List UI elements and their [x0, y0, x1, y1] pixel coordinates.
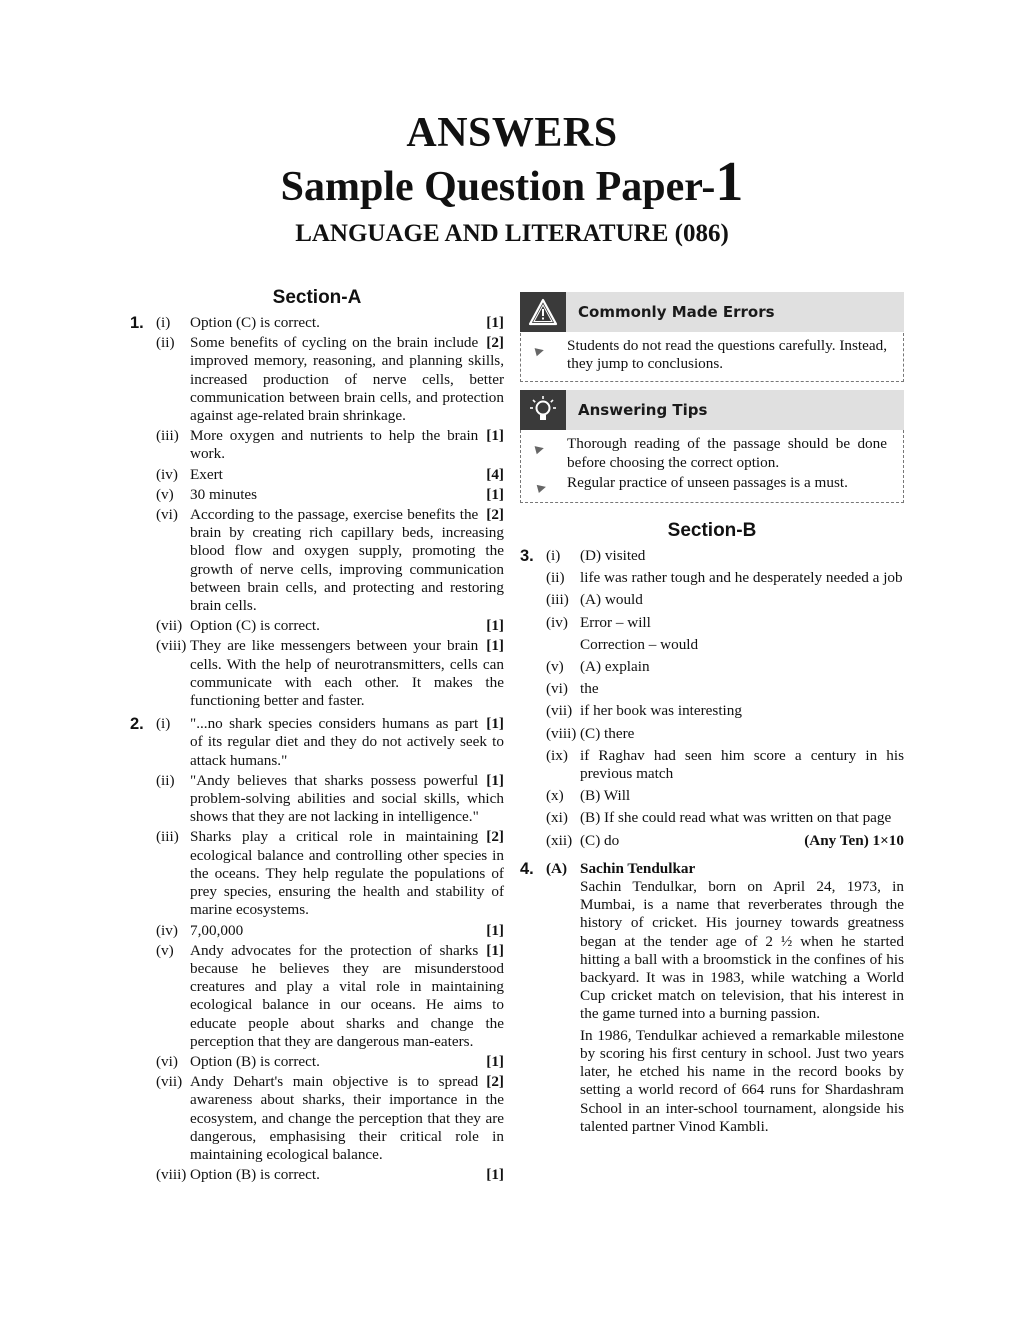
- answer-marks: [1]: [486, 617, 504, 635]
- answer-text-content: 7,00,000: [190, 921, 244, 939]
- answer-number: (viii): [156, 1166, 187, 1184]
- answer-number: (vi): [156, 506, 178, 524]
- answer-marks: [1]: [486, 485, 504, 503]
- answer-marks: [2]: [486, 506, 504, 524]
- essay-title: Sachin Tendulkar: [580, 859, 696, 877]
- answer-number: (ii): [156, 771, 175, 789]
- answer-text: [190, 1053, 504, 1071]
- answer-marks: (Any Ten) 1×10: [804, 831, 904, 849]
- answer-number: (iv): [156, 921, 178, 939]
- answer-marks: [1]: [486, 715, 504, 733]
- answer-item: [546, 658, 904, 676]
- answer-text-content: if Raghav had seen him score a century in his previous match: [580, 746, 904, 783]
- answer-item: [546, 547, 904, 565]
- answer-text: [190, 1166, 504, 1184]
- tip-bullet: [537, 474, 887, 494]
- answer-text: [190, 828, 504, 919]
- arrow-bullet-icon: ▶: [536, 480, 548, 495]
- question-3-answers: [546, 547, 904, 854]
- answer-text: [190, 427, 504, 463]
- lightbulb-icon: [520, 390, 566, 430]
- answer-text: [190, 715, 504, 770]
- answer-text: [190, 334, 504, 425]
- tip-text: Students do not read the questions carefully. Instead, they jump to conclusions.: [567, 337, 887, 373]
- answer-item: [546, 569, 904, 587]
- question-number: 4.: [520, 859, 534, 878]
- answer-marks: [2]: [486, 334, 504, 352]
- answer-number: (v): [156, 941, 174, 959]
- errors-box-title: Commonly Made Errors: [578, 302, 775, 321]
- question-1: [130, 314, 504, 712]
- answer-item: [156, 637, 504, 710]
- question-4: [520, 860, 904, 1141]
- answer-item: [156, 1166, 504, 1184]
- answer-text-content: Error – will: [580, 613, 651, 631]
- errors-box-header: [520, 292, 904, 332]
- question-number: 1.: [130, 314, 144, 332]
- arrow-bullet-icon: ▶: [534, 344, 546, 358]
- answer-text: [190, 506, 504, 615]
- page-header: [0, 108, 1024, 251]
- answer-number: (iv): [546, 613, 568, 631]
- answer-item: [546, 591, 904, 609]
- answer-marks: [1]: [486, 921, 504, 939]
- answer-text-content: According to the passage, exercise benefits the brain by creating rich capillary beds, increasing blood flow and oxygen supply, promoting the growth of nerve cells, improving communication between brain cells, and protecting and restoring brain cells.: [190, 506, 504, 615]
- question-3: [520, 547, 904, 854]
- answer-text: [580, 680, 904, 698]
- paper-number: 1: [715, 151, 744, 213]
- answer-number: (x): [546, 787, 564, 805]
- answer-item: [156, 617, 504, 635]
- answer-text-content: (C) do: [580, 831, 620, 849]
- answer-marks: [1]: [486, 637, 504, 655]
- answer-number: (vii): [156, 617, 183, 635]
- answer-item: [156, 1073, 504, 1164]
- answer-marks: [4]: [486, 465, 504, 483]
- section-a-heading: Section-A: [272, 287, 362, 308]
- answer-number: (ii): [546, 569, 565, 587]
- answer-text: [580, 569, 904, 587]
- warning-triangle-icon: [520, 292, 566, 332]
- answer-text: [580, 547, 904, 565]
- answer-text-content: Andy Dehart's main objective is to spread awareness about sharks, their importance in the ecosystem, and change the perception that they are dangerous, emphasising their critical role in maintaining ecological balance.: [190, 1073, 504, 1163]
- essay-paragraph: In 1986, Tendulkar achieved a remarkable milestone by scoring his first century in school. Just two years later, he etched his name in the record books by setting a world record of 664 runs for Shardashram School in an inter-school tournament, alongside his talented partner Vinod Kambli.: [580, 1026, 904, 1135]
- answer-text-content: (A) would: [580, 591, 643, 609]
- answer-number: (v): [156, 485, 174, 503]
- answer-text: [580, 702, 904, 720]
- answer-text: [190, 942, 504, 1051]
- question-number: 2.: [130, 715, 144, 734]
- answer-text: [580, 860, 904, 1139]
- answer-text-content: (D) visited: [580, 547, 646, 565]
- tip-bullet: [534, 337, 887, 373]
- answer-text-content: (C) there: [580, 724, 635, 742]
- answer-item: [546, 614, 904, 654]
- answer-number: (vi): [156, 1052, 178, 1070]
- answer-item: [546, 680, 904, 698]
- question-1-answers: [156, 314, 504, 712]
- answering-tips-box: [520, 390, 904, 503]
- answer-text-line: Correction – would: [580, 635, 699, 653]
- answer-item: [156, 715, 504, 770]
- tips-box-body: [521, 429, 903, 502]
- answer-item: [546, 702, 904, 720]
- arrow-bullet-icon: ▶: [534, 442, 546, 457]
- answer-text-content: Option (C) is correct.: [190, 314, 320, 331]
- answer-text-content: life was rather tough and he desperately needed a job: [580, 569, 903, 587]
- answer-text-content: Option (B) is correct.: [190, 1166, 320, 1184]
- tip-text: Thorough reading of the passage should be done before choosing the correct option.: [567, 435, 887, 471]
- answer-marks: [2]: [486, 828, 504, 846]
- answer-number: (vi): [546, 680, 568, 698]
- answer-item: [156, 1053, 504, 1071]
- answer-text-content: "...no shark species considers humans as part of its regular diet and they do not actively seek to attack humans.": [190, 715, 504, 769]
- answer-number: (A): [546, 859, 568, 877]
- answer-text-content: Andy advocates for the protection of sharks because he believes they are misunderstood creatures and play a vital role in maintaining ecological balance in our oceans. He aims to educate people about sharks and change the perception that they are dangerous man-eaters.: [190, 941, 504, 1050]
- section-b-heading: Section-B: [667, 520, 757, 542]
- page-title: ANSWERS: [406, 110, 618, 156]
- answer-number: (i): [156, 715, 171, 733]
- answer-marks: [1]: [486, 427, 504, 445]
- answer-text-content: "Andy believes that sharks possess powerful problem-solving abilities and social skills, which shows that they are not lacking in intelligence.": [190, 771, 504, 826]
- paper-title: [0, 151, 1024, 213]
- answer-marks: [1]: [486, 1166, 504, 1184]
- question-2: [130, 715, 504, 1186]
- question-number: 3.: [520, 547, 534, 566]
- question-2-answers: [156, 715, 504, 1186]
- answer-text: [190, 922, 504, 940]
- answer-item: [546, 832, 904, 850]
- answer-number: (iii): [546, 591, 569, 609]
- answer-text-content: They are like messengers between your brain cells. With the help of neurotransmitters, cells can communicate with each other. It makes the functioning better and faster.: [190, 637, 504, 710]
- answer-item: [546, 809, 904, 827]
- answer-text: [580, 591, 904, 609]
- answer-number: (viii): [546, 724, 577, 742]
- answer-text: [580, 614, 904, 654]
- answer-number: (ii): [156, 334, 175, 352]
- answer-item: [156, 466, 504, 484]
- answer-text: [190, 772, 504, 827]
- commonly-made-errors-box: [520, 292, 904, 382]
- answer-number: (i): [156, 314, 171, 331]
- answer-text-content: (B) Will: [580, 787, 631, 805]
- answer-number: (viii): [156, 637, 187, 655]
- left-column: [130, 286, 504, 1189]
- answer-item: [546, 860, 904, 1139]
- answer-text-content: Some benefits of cycling on the brain include improved memory, reasoning, and planning skills, increased production of nerve cells, better communication between brain cells, and protection against age-related brain shrinkage.: [190, 334, 504, 425]
- answer-text: [190, 1073, 504, 1164]
- answer-item: [156, 506, 504, 615]
- essay-paragraph: Sachin Tendulkar, born on April 24, 1973, in Mumbai, is a name that reverberates through the history of cricket. His journey towards greatness began at the tender age of 2 ½ when he started hitting a ball with a broomstick in the confines of his backyard. It was in 1983, while watching a World Cup cricket match on television, that his interest in the game turned into a burning passion.: [580, 878, 904, 1023]
- tip-text: Regular practice of unseen passages is a must.: [567, 473, 848, 491]
- tips-box-title: Answering Tips: [578, 401, 708, 420]
- answer-text-content: (B) If she could read what was written on that page: [580, 809, 892, 827]
- tips-box-header: [520, 390, 904, 430]
- answer-number: (iv): [156, 465, 178, 483]
- answer-marks: [1]: [486, 941, 504, 959]
- answer-marks: [1]: [486, 771, 504, 789]
- paper-title-text: Sample Question Paper-: [280, 164, 716, 210]
- answer-item: [156, 314, 504, 332]
- answer-number: (xi): [546, 809, 568, 827]
- answer-text-content: 30 minutes: [190, 485, 258, 503]
- answer-text: [580, 725, 904, 743]
- answer-text: [580, 658, 904, 676]
- answer-text: [190, 617, 504, 635]
- answer-text: [190, 466, 504, 484]
- answer-number: (xii): [546, 831, 573, 849]
- question-4-answers: [546, 860, 904, 1141]
- answer-item: [156, 828, 504, 919]
- answer-item: [156, 427, 504, 463]
- right-column: [520, 292, 904, 1144]
- answer-item: [156, 486, 504, 504]
- answer-number: (v): [546, 658, 564, 676]
- answer-text: [580, 809, 904, 827]
- answer-text: [580, 747, 904, 783]
- answer-text: [190, 637, 504, 710]
- answer-number: (i): [546, 547, 561, 565]
- answer-item: [156, 922, 504, 940]
- answer-text-content: Exert: [190, 465, 223, 483]
- answer-number: (vii): [546, 702, 573, 720]
- answer-number: (iii): [156, 427, 179, 445]
- answer-item: [546, 725, 904, 743]
- answer-text: [190, 314, 504, 332]
- answer-number: (vii): [156, 1073, 183, 1091]
- answer-item: [156, 942, 504, 1051]
- answer-text: [580, 787, 904, 805]
- subject-title: LANGUAGE AND LITERATURE (086): [295, 220, 729, 247]
- answer-number: (iii): [156, 828, 179, 846]
- errors-box-body: [521, 331, 903, 381]
- answer-text-content: Option (B) is correct.: [190, 1052, 320, 1070]
- tip-bullet: [534, 435, 887, 471]
- answer-text: [190, 486, 504, 504]
- answer-text: [580, 832, 904, 850]
- answer-text-content: Option (C) is correct.: [190, 617, 320, 635]
- answer-marks: [1]: [486, 314, 504, 331]
- answer-text-content: if her book was interesting: [580, 702, 742, 720]
- answer-item: [156, 334, 504, 425]
- answer-item: [546, 787, 904, 805]
- answer-number: (ix): [546, 746, 568, 764]
- answer-text-content: (A) explain: [580, 658, 650, 676]
- answer-item: [546, 747, 904, 783]
- answer-item: [156, 772, 504, 827]
- answer-text-content: More oxygen and nutrients to help the brain work.: [190, 427, 479, 463]
- answer-marks: [2]: [486, 1073, 504, 1091]
- answer-marks: [1]: [486, 1052, 504, 1070]
- answer-text-content: Sharks play a critical role in maintaining ecological balance and controlling other species in the oceans. They help regulate the populations of prey species, ensuring the health and stability of marine ecosystems.: [190, 828, 504, 919]
- answer-text-content: the: [580, 680, 599, 698]
